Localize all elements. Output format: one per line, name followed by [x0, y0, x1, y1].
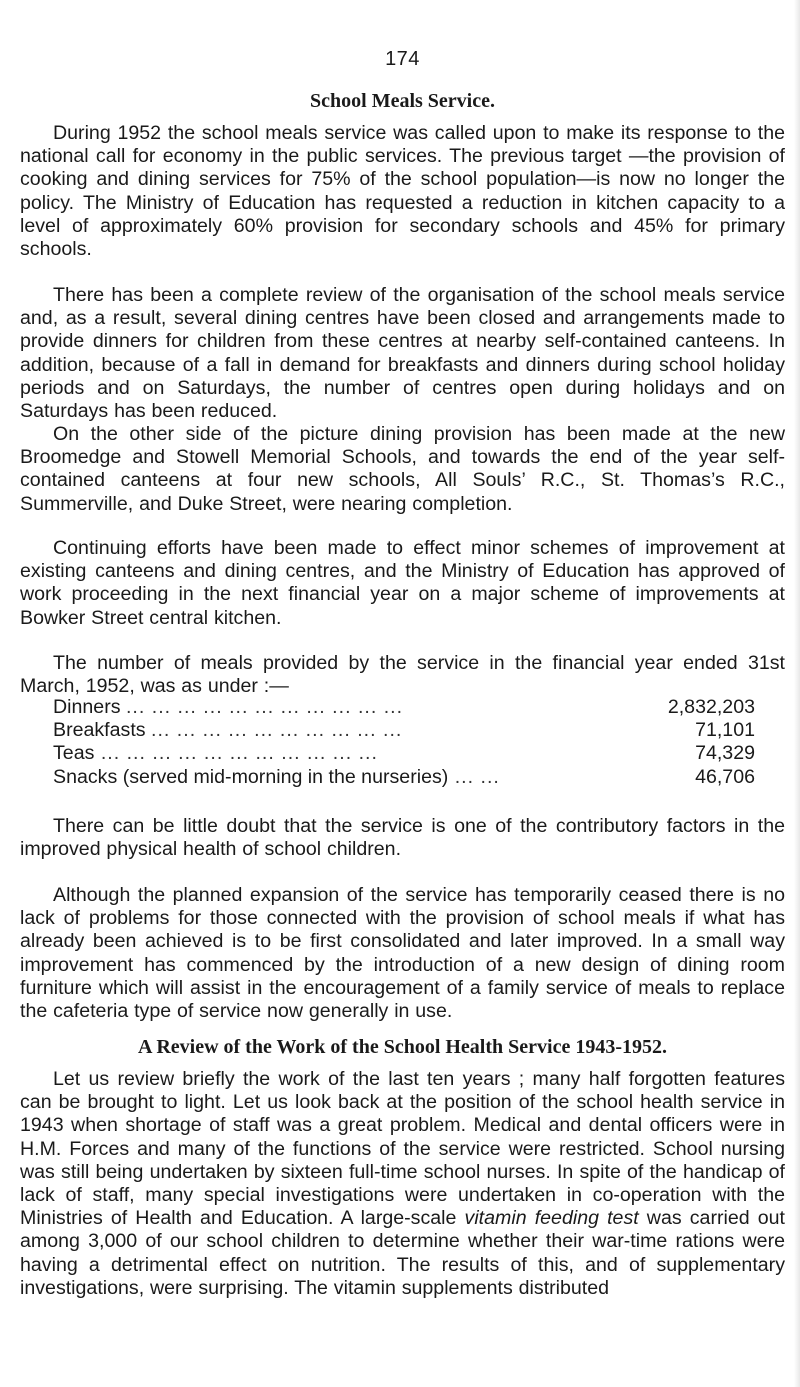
paragraph: There can be little doubt that the service is one of the contributory factors in the improved physical health of school children.: [20, 815, 785, 861]
meal-count-cell: 46,706: [695, 765, 755, 788]
paragraph: During 1952 the school meals service was called upon to make its response to the national call for economy in the public services. The previous target —the provision of cooking and dining services for 75% of the school population—is now no longer the policy. The Ministry of Education has requested a reduction in kitchen capacity to a level of approximately 60% provision for secondary schools and 45% for primary schools.: [20, 122, 785, 261]
paragraph: Continuing efforts have been made to effect minor schemes of improvement at existing canteens and dining centres, and the Ministry of Education has approved of work proceeding in the next financial year on a major scheme of improvements at Bowker Street central kitchen.: [20, 537, 785, 629]
leader-dots: ... ... ... ... ... ... ... ... ... ... ...: [125, 696, 404, 718]
meal-count-cell: 71,101: [695, 719, 755, 742]
paragraph-text: Let us review briefly the work of the last ten years ; many half forgotten features can be brought to light. Let us look back at the position of the school health service in 1943 when shortage of staff was a great problem. Medical and dental officers were in H.M. Forces and many of the functions of the service were restricted. School nursing was still being undertaken by sixteen full-time school nurses. In spite of the handicap of lack of staff, many special investigations were undertaken in co-operation with the Ministries of Health and Education. A large-scale: [20, 1068, 785, 1230]
page-number: 174: [385, 48, 420, 70]
meal-type-label: Breakfasts: [53, 719, 146, 742]
table-row: [53, 696, 755, 719]
paragraph: On the other side of the picture dining provision has been made at the new Broomedge and Stowell Memorial Schools, and towards the end of the year self-contained canteens at four new schools, All Souls’ R.C., St. Thomas’s R.C., Summerville, and Duke Street, were nearing completion.: [20, 423, 785, 515]
meal-type-cell: [53, 696, 593, 719]
page-edge-shadow: [794, 0, 800, 1387]
section-title-review: A Review of the Work of the School Health Service 1943-1952.: [137, 1036, 667, 1058]
meal-type-cell: [53, 766, 593, 789]
meal-count-cell: 2,832,203: [667, 696, 755, 718]
meal-type-label: Dinners: [53, 696, 121, 718]
meal-type-label: Snacks (served mid-morning in the nurseries): [53, 765, 449, 788]
meals-table: [53, 696, 755, 789]
meal-type-cell: [53, 742, 593, 765]
paragraph: Although the planned expansion of the service has temporarily ceased there is no lack of problems for those connected with the provision of school meals if what has already been achieved is to be first consolidated and later improved. In a small way improvement has commenced by the introduction of a new design of dining room furniture which will assist in the encouragement of a family service of meals to replace the cafeteria type of service now generally in use.: [20, 884, 785, 1023]
paragraph-text: was carried out among 3,000 of our school children to determine whether their war-time rations were having a detrimental effect on nutrition. The results of this, and of supplementary investigations, were surprising. The vitamin supplements distributed: [20, 1207, 785, 1299]
leader-dots: ... ... ... ... ... ... ... ... ... ... ...: [94, 742, 378, 765]
meal-type-cell: [53, 719, 593, 742]
table-row: [53, 742, 755, 765]
leader-dots: ... ... ... ... ... ... ... ... ... ...: [151, 719, 403, 742]
meal-count-cell: 74,329: [695, 742, 755, 765]
paragraph: [20, 1068, 785, 1300]
table-row: [53, 766, 755, 789]
paragraph: There has been a complete review of the organisation of the school meals service and, as a result, several dining centres have been closed and arrangements made to provide dinners for children from these centres at nearby self-contained canteens. In addition, because of a fall in demand for breakfasts and dinners during school holiday periods and on Saturdays, the number of centres open during holidays and on Saturdays has been reduced.: [20, 284, 785, 423]
leader-dots: ... ...: [448, 765, 500, 788]
table-row: [53, 719, 755, 742]
paragraph: The number of meals provided by the service in the financial year ended 31st March, 1952, was as under :—: [20, 652, 785, 698]
section-title-school-meals: School Meals Service.: [310, 90, 495, 112]
meal-type-label: Teas: [53, 742, 95, 765]
emphasis-text: vitamin feeding test: [464, 1207, 639, 1230]
